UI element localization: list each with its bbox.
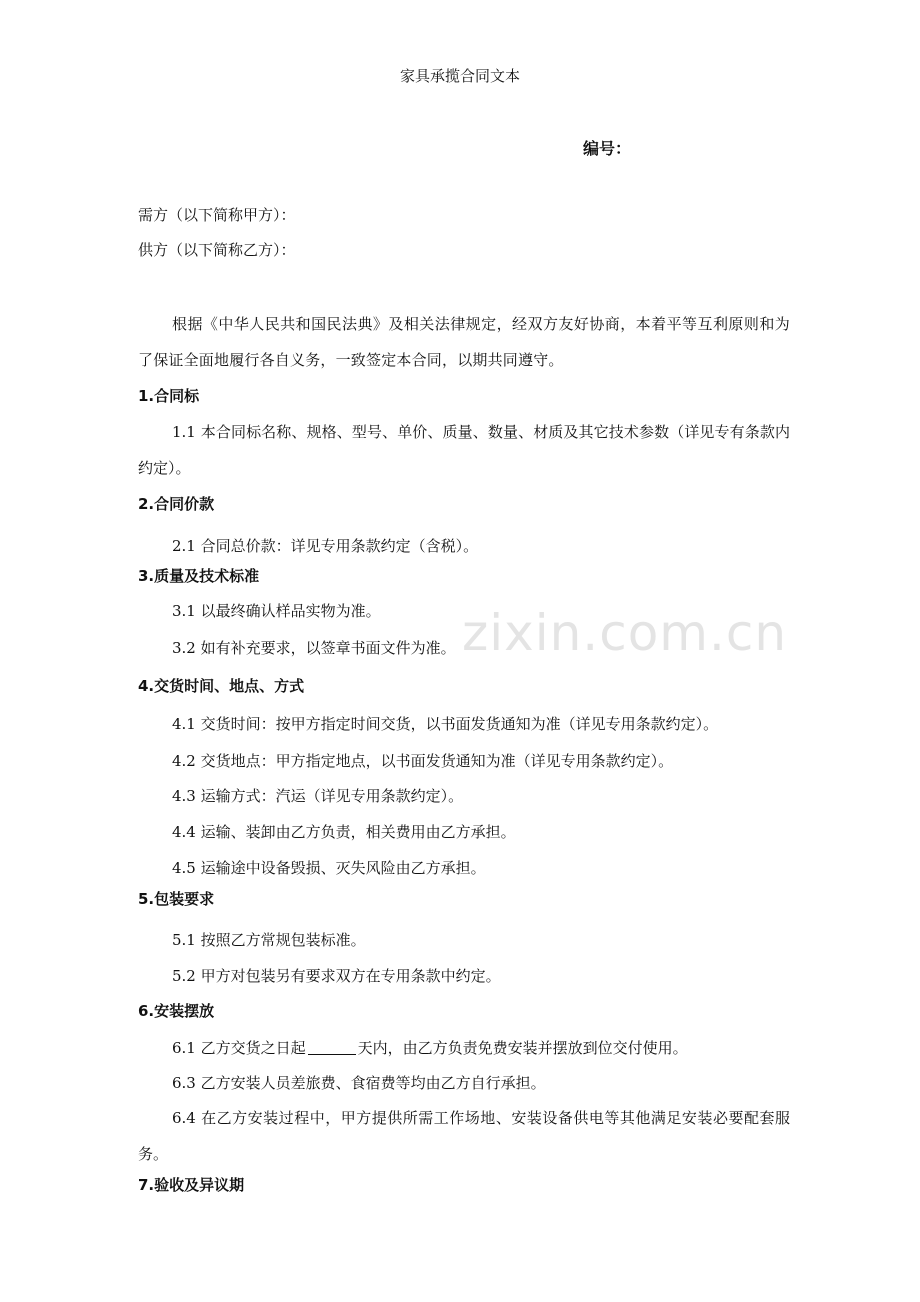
section-heading-7: 7.验收及异议期 (138, 1176, 245, 1194)
document-title: 家具承揽合同文本 (399, 67, 520, 85)
seller-label: 供方（以下简称乙方）： (138, 241, 296, 259)
section-heading-4: 4.交货时间、地点、方式 (138, 677, 305, 695)
clause-1-1: 1.1 本合同标名称、规格、型号、单价、质量、数量、材质及其它技术参数（详见专有条款内约定）。 (138, 423, 790, 477)
clause-4-1: 4.1 交货时间：按甲方指定时间交货，以书面发货通知为准（详见专用条款约定）。 (172, 715, 719, 733)
section-heading-5: 5.包装要求 (138, 890, 215, 908)
clause-3-1: 3.1 以最终确认样品实物为准。 (172, 602, 381, 620)
section-heading-2: 2.合同价款 (138, 495, 215, 513)
clause-2-1: 2.1 合同总价款：详见专用条款约定（含税）。 (172, 537, 479, 555)
contract-number-label: 编号： (583, 139, 632, 158)
clause-4-2: 4.2 交货地点：甲方指定地点，以书面发货通知为准（详见专用条款约定）。 (172, 752, 674, 770)
preamble-paragraph: 根据《中华人民共和国民法典》及相关法律规定，经双方友好协商，本着平等互利原则和为了保证全面地履行各自义务，一致签定本合同，以期共同遵守。 (138, 315, 790, 369)
clause-6-1-after: 天内，由乙方负责免费安装并摆放到位交付使用。 (357, 1039, 688, 1057)
section-heading-6: 6.安装摆放 (138, 1002, 215, 1020)
clause-4-4: 4.4 运输、装卸由乙方负责，相关费用由乙方承担。 (172, 823, 516, 841)
days-blank-field[interactable] (308, 1040, 356, 1055)
section-heading-3: 3.质量及技术标准 (138, 567, 260, 585)
clause-6-1-before: 6.1 乙方交货之日起 (172, 1039, 306, 1057)
clause-6-4: 6.4 在乙方安装过程中，甲方提供所需工作场地、安装设备供电等其他满足安装必要配套服务。 (138, 1109, 790, 1163)
clause-4-5: 4.5 运输途中设备毁损、灭失风险由乙方承担。 (172, 859, 486, 877)
clause-5-1: 5.1 按照乙方常规包装标准。 (172, 931, 366, 949)
clause-3-2: 3.2 如有补充要求，以签章书面文件为准。 (172, 639, 456, 657)
clause-6-3: 6.3 乙方安装人员差旅费、食宿费等均由乙方自行承担。 (172, 1074, 546, 1092)
clause-5-2: 5.2 甲方对包装另有要求双方在专用条款中约定。 (172, 967, 501, 985)
watermark: zixin.com.cn (462, 604, 788, 662)
clause-6-1 (172, 1038, 688, 1058)
section-heading-1: 1.合同标 (138, 387, 200, 405)
buyer-label: 需方（以下简称甲方）： (138, 206, 296, 224)
clause-4-3: 4.3 运输方式：汽运（详见专用条款约定）。 (172, 787, 464, 805)
